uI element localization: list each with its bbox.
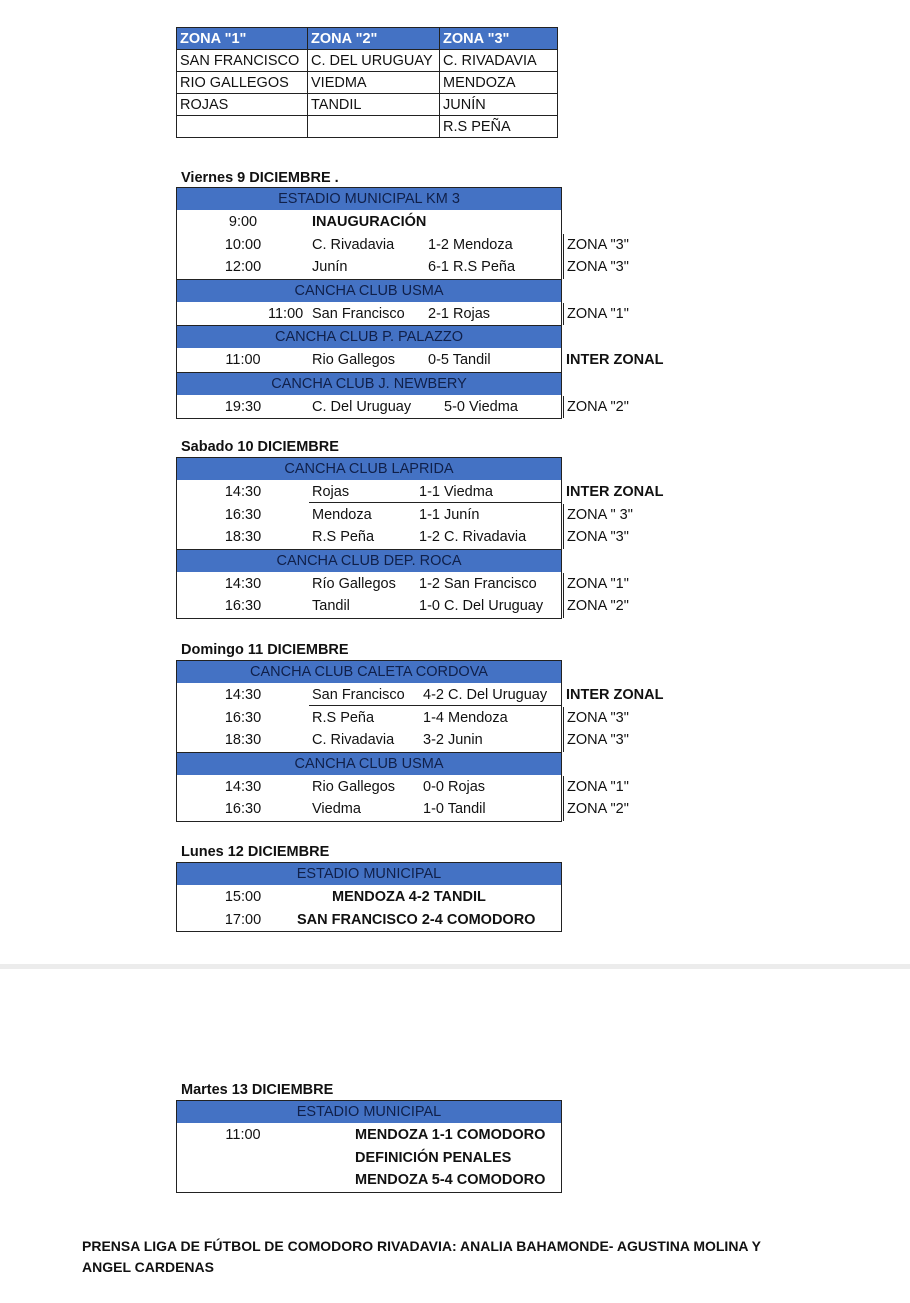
match-row (177, 234, 629, 257)
day-schedule-sabado (176, 457, 664, 619)
match-row (177, 481, 664, 504)
team-cell: R.S PEÑA (440, 116, 558, 138)
team-cell: SAN FRANCISCO (177, 50, 308, 72)
team-cell (177, 116, 308, 138)
match-result: 4-2 C. Del Uruguay (423, 687, 548, 703)
day-schedule-lunes (176, 862, 562, 932)
match-zone: ZONA "1" (563, 303, 629, 326)
home-team: Rio Gallegos (312, 352, 396, 368)
zones-row (177, 50, 558, 72)
match-row (177, 707, 629, 730)
match-summary: MENDOZA 1-1 COMODORO (355, 1127, 546, 1143)
team-cell: RIO GALLEGOS (177, 72, 308, 94)
team-cell: MENDOZA (440, 72, 558, 94)
match-time: 14:30 (224, 484, 262, 500)
match-time: 14:30 (224, 575, 262, 592)
home-team: Rio Gallegos (312, 778, 396, 795)
match-zone: ZONA "1" (563, 776, 629, 799)
home-team: Rojas (312, 484, 350, 500)
match-row (177, 776, 629, 799)
team-cell: C. DEL URUGUAY (308, 50, 440, 72)
team-cell: TANDIL (308, 94, 440, 116)
match-result: 1-0 Tandil (423, 801, 486, 817)
venue-header: CANCHA CLUB USMA (177, 752, 561, 776)
match-time: 10:00 (224, 236, 262, 253)
match-row (177, 886, 561, 909)
match-result: 2-1 Rojas (428, 305, 491, 322)
zone-header: ZONA "2" (308, 28, 440, 50)
match-zone: INTER ZONAL (566, 484, 664, 500)
home-team: Río Gallegos (312, 575, 396, 592)
match-time: 15:00 (224, 889, 262, 905)
match-time: 17:00 (224, 911, 262, 928)
match-row (177, 256, 629, 279)
match-row (177, 303, 629, 326)
match-row (177, 595, 629, 618)
match-result: 6-1 R.S Peña (428, 259, 516, 275)
day-schedule-martes (176, 1100, 562, 1193)
match-result: 1-2 Mendoza (428, 236, 513, 253)
day-schedule-domingo (176, 660, 664, 822)
team-cell (308, 116, 440, 138)
match-time: 16:30 (224, 506, 262, 523)
home-team: Mendoza (312, 506, 372, 523)
venue-header: CANCHA CLUB LAPRIDA (177, 457, 561, 481)
match-time: 16:30 (224, 801, 262, 817)
match-result: 1-2 San Francisco (419, 575, 537, 592)
team-cell: VIEDMA (308, 72, 440, 94)
venue-header: ESTADIO MUNICIPAL KM 3 (177, 187, 561, 211)
team-cell: JUNÍN (440, 94, 558, 116)
match-time: 11:00 (225, 352, 261, 368)
zones-row (177, 72, 558, 94)
match-result: 1-4 Mendoza (423, 709, 508, 726)
match-row (177, 684, 664, 707)
match-row (177, 396, 629, 419)
match-row (177, 798, 629, 821)
match-zone: ZONA "2" (563, 396, 629, 419)
match-summary: SAN FRANCISCO 2-4 COMODORO (297, 911, 536, 928)
home-team: Viedma (312, 801, 361, 817)
press-credits: PRENSA LIGA DE FÚTBOL DE COMODORO RIVADAVIA: ANALIA BAHAMONDE- AGUSTINA MOLINA Y ANGEL CARDENAS (82, 1238, 761, 1275)
event-label: INAUGURACIÓN (312, 214, 427, 230)
match-row (177, 1147, 561, 1170)
home-team: R.S Peña (312, 709, 375, 726)
match-zone: ZONA "2" (563, 798, 629, 821)
match-result: 1-1 Viedma (419, 484, 493, 500)
venue-header: ESTADIO MUNICIPAL (177, 1100, 561, 1124)
match-row (177, 526, 629, 549)
home-team: R.S Peña (312, 529, 375, 545)
home-team: C. Rivadavia (312, 732, 395, 748)
match-time: 16:30 (224, 598, 262, 614)
match-result: 5-0 Viedma (444, 398, 518, 415)
team-cell: ROJAS (177, 94, 308, 116)
venue-header: CANCHA CLUB P. PALAZZO (177, 325, 561, 349)
venue-header: CANCHA CLUB USMA (177, 279, 561, 303)
match-row (177, 909, 561, 932)
match-time: 18:30 (224, 529, 262, 545)
match-zone: ZONA " 3" (563, 504, 633, 527)
match-time: 12:00 (224, 259, 262, 275)
home-team: San Francisco (312, 687, 405, 703)
match-zone: ZONA "3" (563, 707, 629, 730)
match-zone: ZONA "3" (563, 234, 629, 257)
home-team: C. Del Uruguay (312, 398, 412, 415)
match-row (177, 1124, 561, 1147)
match-result: 1-2 C. Rivadavia (419, 529, 527, 545)
match-summary: MENDOZA 5-4 COMODORO (355, 1172, 546, 1188)
venue-header: ESTADIO MUNICIPAL (177, 862, 561, 886)
match-time: 11:00 (225, 1127, 261, 1143)
zone-header: ZONA "1" (177, 28, 308, 50)
zones-header-row (177, 28, 558, 50)
match-result: 3-2 Junin (423, 732, 483, 748)
home-team: Junín (312, 259, 348, 275)
match-time: 18:30 (224, 732, 262, 748)
match-result: 0-0 Rojas (423, 778, 486, 795)
match-zone: ZONA "3" (563, 729, 629, 752)
match-zone: ZONA "2" (563, 595, 629, 618)
venue-header: CANCHA CLUB DEP. ROCA (177, 549, 561, 573)
zone-header: ZONA "3" (440, 28, 558, 50)
day-title: Lunes 12 DICIEMBRE (181, 844, 330, 860)
match-row (177, 349, 664, 372)
match-zone: ZONA "3" (563, 526, 629, 549)
match-zone: ZONA "1" (563, 573, 629, 596)
match-summary: DEFINICIÓN PENALES (355, 1149, 512, 1166)
match-row (177, 211, 561, 234)
match-time: 9:00 (228, 214, 258, 230)
match-zone: INTER ZONAL (566, 687, 664, 703)
match-zone: ZONA "3" (563, 256, 629, 279)
day-title: Martes 13 DICIEMBRE (181, 1082, 334, 1098)
day-schedule-viernes (176, 187, 664, 419)
match-time: 11:00 (268, 305, 304, 322)
day-title: Viernes 9 DICIEMBRE . (181, 170, 339, 186)
match-row (177, 504, 633, 527)
section-divider (0, 964, 910, 969)
zones-row (177, 116, 558, 138)
match-result: 0-5 Tandil (428, 352, 491, 368)
home-team: Tandil (312, 598, 350, 614)
match-time: 14:30 (224, 687, 262, 703)
home-team: San Francisco (312, 305, 405, 322)
venue-header: CANCHA CLUB J. NEWBERY (177, 372, 561, 396)
match-time: 14:30 (224, 778, 262, 795)
match-zone: INTER ZONAL (566, 352, 664, 368)
match-time: 19:30 (224, 398, 262, 415)
day-title: Sabado 10 DICIEMBRE (181, 439, 339, 455)
venue-header: CANCHA CLUB CALETA CORDOVA (177, 660, 561, 684)
match-row (177, 729, 629, 752)
day-title: Domingo 11 DICIEMBRE (181, 642, 349, 658)
team-cell: C. RIVADAVIA (440, 50, 558, 72)
match-row (177, 573, 629, 596)
match-row (177, 1169, 561, 1192)
match-result: 1-0 C. Del Uruguay (419, 598, 544, 614)
match-result: 1-1 Junín (419, 506, 480, 523)
zones-table (176, 27, 558, 138)
match-time: 16:30 (224, 709, 262, 726)
zones-row (177, 94, 558, 116)
match-summary: MENDOZA 4-2 TANDIL (332, 889, 486, 905)
home-team: C. Rivadavia (312, 236, 395, 253)
